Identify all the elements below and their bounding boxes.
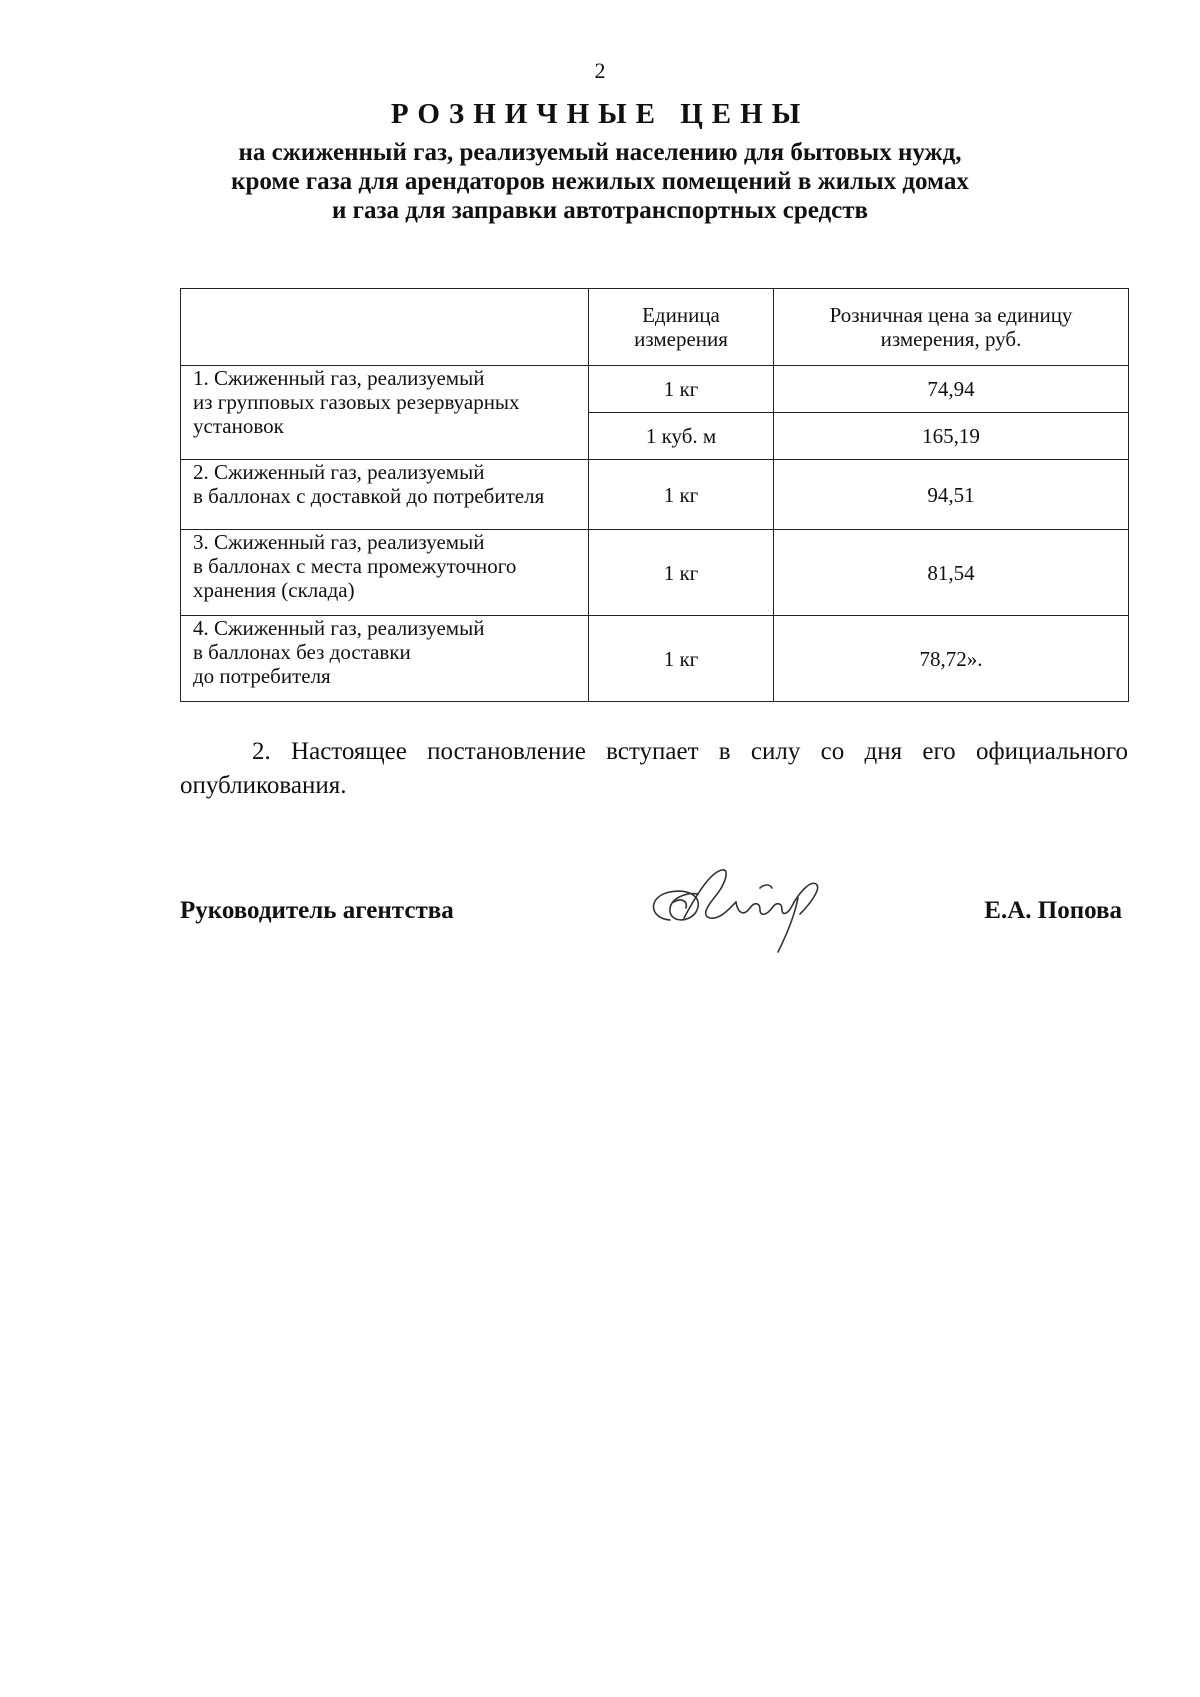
description-line: до потребителя <box>193 664 331 688</box>
header-description <box>181 289 589 366</box>
table-row <box>181 460 1129 530</box>
description-line: установок <box>193 414 284 438</box>
handwritten-signature <box>640 858 850 958</box>
row-price: 165,19 <box>774 413 1129 460</box>
description-line: в баллонах с места промежуточного <box>193 554 517 578</box>
description-line: хранения (склада) <box>193 578 355 602</box>
row-price: 94,51 <box>774 460 1129 530</box>
description-line: в баллонах с доставкой до потребителя <box>193 484 545 508</box>
document-subtitle <box>0 138 1200 225</box>
table-header-row <box>181 289 1129 366</box>
clause-line: 2. Настоящее постановление вступает в силу со дня его официального <box>252 738 1128 765</box>
row-price: 74,94 <box>774 366 1129 413</box>
header-unit-line: измерения <box>634 327 728 351</box>
header-price <box>774 289 1129 366</box>
description-line: 3. Сжиженный газ, реализуемый <box>193 530 485 554</box>
description-line: 2. Сжиженный газ, реализуемый <box>193 460 485 484</box>
signatory-name: Е.А. Попова <box>984 897 1122 924</box>
row-description <box>181 616 589 702</box>
row-price: 78,72». <box>774 616 1129 702</box>
row-description <box>181 530 589 616</box>
table-row <box>181 530 1129 616</box>
price-table <box>180 288 1129 702</box>
description-line: в баллонах без доставки <box>193 640 411 664</box>
header-price-line: измерения, руб. <box>880 327 1022 351</box>
description-line: из групповых газовых резервуарных <box>193 390 520 414</box>
table-row <box>181 366 1129 413</box>
row-description <box>181 366 589 460</box>
row-unit: 1 куб. м <box>589 413 774 460</box>
description-line: 4. Сжиженный газ, реализуемый <box>193 616 485 640</box>
subtitle-line: на сжиженный газ, реализуемый населению для бытовых нужд, <box>238 139 962 166</box>
subtitle-line: и газа для заправки автотранспортных средств <box>331 197 869 224</box>
document-title: РОЗНИЧНЫЕ ЦЕНЫ <box>390 98 810 130</box>
clause-line: опубликования. <box>180 772 347 799</box>
row-description <box>181 460 589 530</box>
row-unit: 1 кг <box>589 530 774 616</box>
description-line: 1. Сжиженный газ, реализуемый <box>193 366 485 390</box>
page-number: 2 <box>594 58 606 83</box>
header-price-line: Розничная цена за единицу <box>829 303 1073 327</box>
row-unit: 1 кг <box>589 366 774 413</box>
signatory-title: Руководитель агентства <box>180 897 454 924</box>
table-row <box>181 616 1129 702</box>
header-unit-line: Единица <box>642 303 720 327</box>
header-unit <box>589 289 774 366</box>
row-unit: 1 кг <box>589 616 774 702</box>
clause-paragraph <box>180 735 1128 803</box>
row-price: 81,54 <box>774 530 1129 616</box>
row-unit: 1 кг <box>589 460 774 530</box>
subtitle-line: кроме газа для арендаторов нежилых помещений в жилых домах <box>231 168 969 195</box>
